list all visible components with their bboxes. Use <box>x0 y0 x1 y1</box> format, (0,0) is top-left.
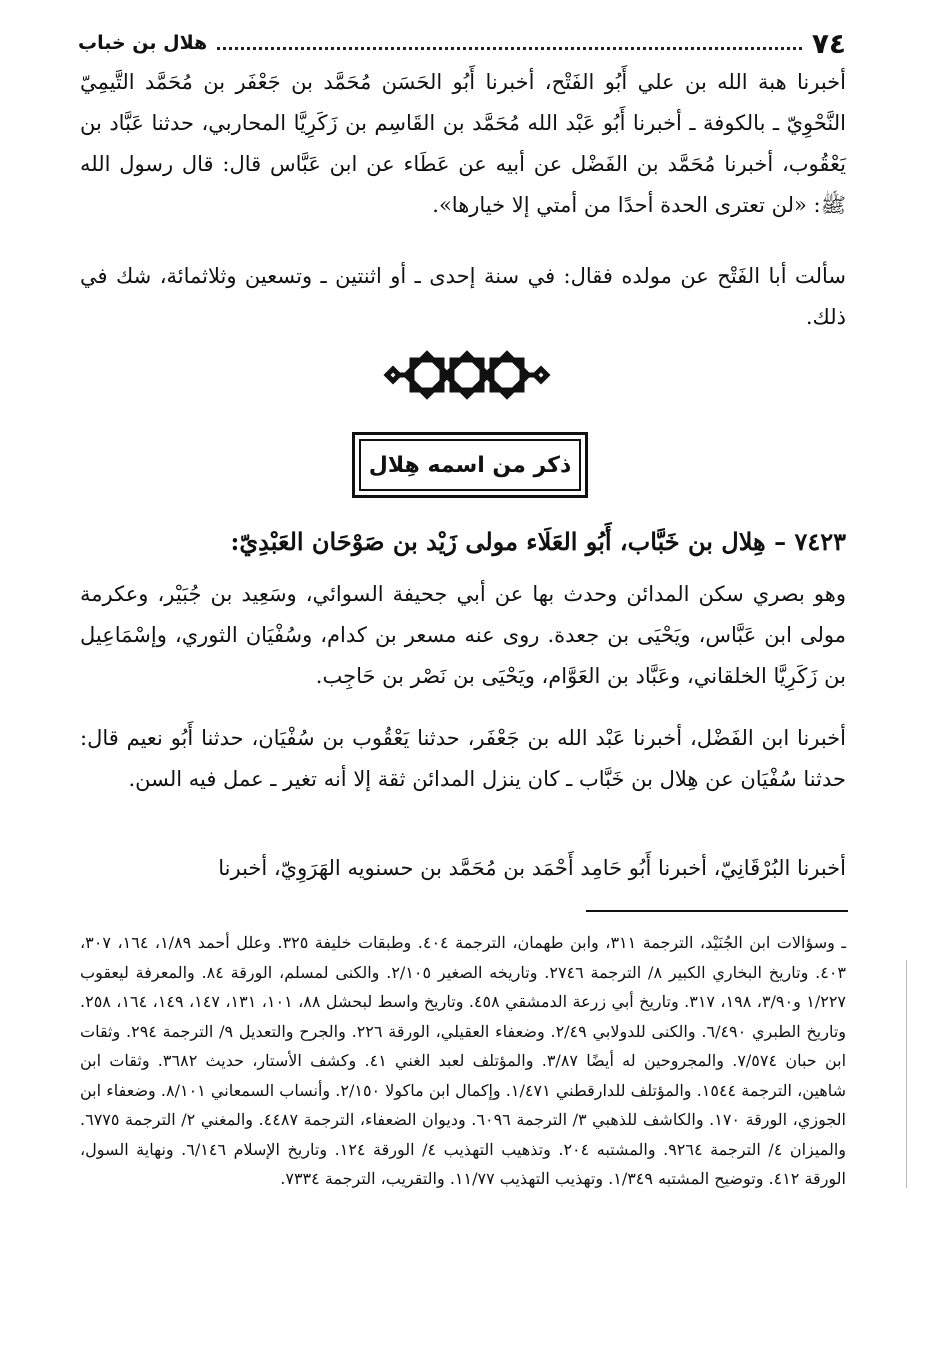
section-heading: ذكر من اسمه هِلال <box>359 439 581 491</box>
entry-name: هِلال بن خَبَّاب، أَبُو العَلَاء مولى زَيْد بن صَوْحَان العَبْدِيّ: <box>230 527 766 556</box>
ornament-divider <box>382 342 552 408</box>
paragraph-birth-date: سألت أبا الفَتْح عن مولده فقال: في سنة إحدى ـ أو اثنتين ـ وتسعين وثلاثمائة، شك في ذلك. <box>80 264 846 329</box>
entry-number: ٧٤٢٣ <box>794 527 846 556</box>
header-dotted-leader <box>217 47 802 50</box>
footnote-separator <box>586 910 848 912</box>
footnote-sources: ـ وسؤالات ابن الجُنَيْد، الترجمة ٣١١، وابن طهمان، الترجمة ٤٠٤. وطبقات خليفة ٣٢٥. وعلل أحمد ١/٨٩، ١٦٤، ٣٠٧، ٤٠٣. وتاريخ البخاري الكبير ٨/ الترجمة ٢٧٤٦. وتاريخه الصغير ٢/١٠٥. والكنى لمسلم، الورقة ٨٤. والمعرفة ليعقوب ١/٢٢٧ و٣/٩٠، ١٩٨، ٣١٧. وتاريخ أبي زرعة الدمشقي ٤٥٨. وتاريخ واسط لبحشل ٨٨، ١٠١، ١٣١، ١٤٧، ١٤٩، ١٦٤، ٢٥٨. وتاريخ الطبري ٦/٤٩٠. والكنى للدولابي ٢/٤٩. وضعفاء العقيلي، الورقة ٢٢٦. والجرح والتعديل ٩/ الترجمة ٢٩٤. وثقات ابن حبان ٧/٥٧٤. والمجروحين له أيضًا ٣/٨٧. والمؤتلف لعبد الغني ٤١. وكشف الأستار، حديث ٣٦٨٢. وثقات ابن شاهين، الترجمة ١٥٤٤. والمؤتلف للدارقطني ١/٤٧١. وإكمال ابن ماكولا ٢/١٥٠. وأنساب السمعاني ٨/١٠١. وضعفاء ابن الجوزي، الورقة ١٧٠. والكاشف للذهبي ٣/ الترجمة ٦٠٩٦. وديوان الضعفاء، الترجمة ٤٤٨٧. والمغني ٢/ الترجمة ٦٧٧٥. والميزان ٤/ الترجمة ٩٢٦٤. والمشتبه ٢٠٤. وتذهيب التهذيب ٤/ الورقة ١٢٤. وتاريخ الإسلام ٦/١٤٦. ونهاية السول، الورقة ٤١٢. وتوضيح المشتبه ١/٣٤٩. وتهذيب التهذيب ١١/٧٧. والتقريب، الترجمة ٧٣٣٤. <box>80 933 847 1188</box>
entry-dash: – <box>765 527 787 556</box>
margin-line <box>906 960 907 1188</box>
paragraph-biography: وهو بصري سكن المدائن وحدث بها عن أبي جحيفة السوائي، وسَعِيد بن جُبَيْر، وعكرمة مولى ابن عَبَّاس، ويَحْيَى بن جعدة. روى عنه مسعر بن كدام، وسُفْيَان الثوري، وإسْمَاعِيل بن زَكَرِيَّا الخلقاني، وعَبَّاد بن العَوَّام، ويَحْيَى بن نَصْر بن حَاجِب. <box>80 582 846 688</box>
paragraph-continued-chain: أخبرنا البُرْقَانِيّ، أخبرنا أَبُو حَامِد أَحْمَد بن مُحَمَّد بن حسنويه الهَرَوِيّ، أخبرنا <box>218 856 846 880</box>
section-heading-frame <box>352 432 588 498</box>
page-number: ٧٤ <box>811 26 846 60</box>
entry-heading <box>80 522 846 562</box>
paragraph-hadith-chain: أخبرنا هبة الله بن علي أَبُو الفَتْح، أخبرنا أَبُو الحَسَن مُحَمَّد بن جَعْفَر بن مُحَمَّد التَّيمِيّ النَّحْوِيّ ـ بالكوفة ـ أخبرنا أَبُو عَبْد الله مُحَمَّد بن القَاسِم بن زَكَرِيَّا المحاربي، حدثنا عَبَّاد بن يَعْقُوب، أخبرنا مُحَمَّد بن الفَضْل عن أبيه عن عَطَاء عن ابن عَبَّاس قال: قال رسول الله ﷺ: «لن تعترى الحدة أحدًا من أمتي إلا خيارها». <box>80 70 846 217</box>
paragraph-narration: أخبرنا ابن الفَضْل، أخبرنا عَبْد الله بن جَعْفَر، حدثنا يَعْقُوب بن سُفْيَان، حدثنا أَبُو نعيم قال: حدثنا سُفْيَان عن هِلال بن خَبَّاب ـ كان ينزل المدائن ثقة إلا أنه تغير ـ عمل فيه السن. <box>80 726 846 791</box>
page-header <box>78 24 846 62</box>
running-title: هلال بن خباب <box>78 32 208 54</box>
